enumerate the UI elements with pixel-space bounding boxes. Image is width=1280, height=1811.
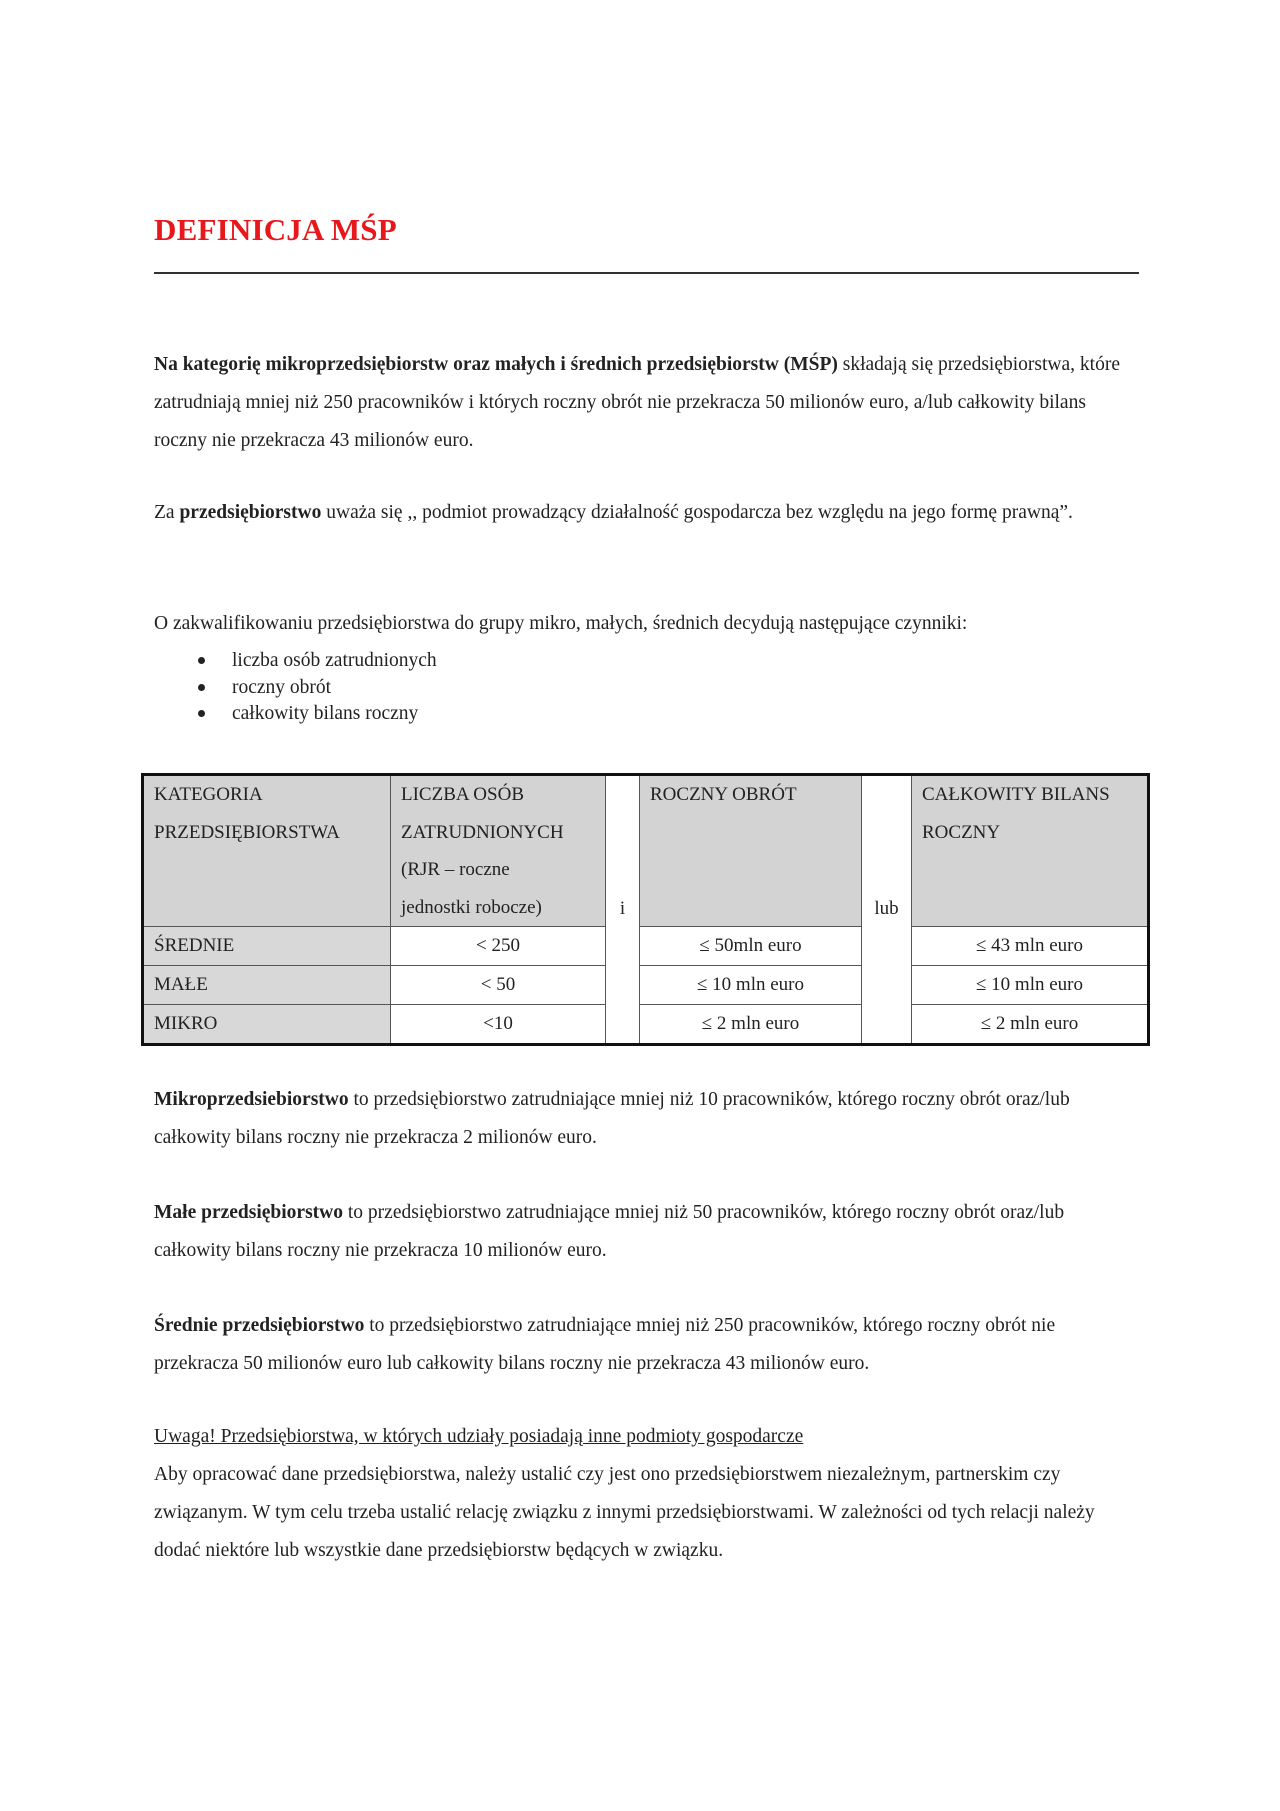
- intro-text: składają się przedsiębiorstwa, które zatrudniają mniej niż 250 pracowników i których roczny obrót nie przekracza 50 milionów euro, a/lub całkowity bilans roczny nie przekracza 43 milionów euro.: [154, 354, 1120, 451]
- row-employees: < 250: [391, 927, 606, 966]
- definition-text: uważa się ,, podmiot prowadzący działalność gospodarcza bez względu na jego formę prawną”.: [321, 502, 1073, 523]
- small-bold: Małe przedsiębiorstwo: [154, 1202, 344, 1223]
- row-turnover: ≤ 10 mln euro: [640, 966, 862, 1005]
- separator-or: lub: [862, 775, 912, 1045]
- factor-label: całkowity bilans roczny: [232, 703, 419, 724]
- list-item: [154, 701, 437, 728]
- table-row: [143, 1005, 1149, 1045]
- definition-paragraph: [154, 494, 1139, 532]
- note-text: Aby opracować dane przedsiębiorstwa, należy ustalić czy jest ono przedsiębiorstwem niezależnym, partnerskim czy związanym. W tym celu trzeba ustalić relację związku z innymi przedsiębiorstwami. W zależności od tych relacji należy dodać niektóre lub wszystkie dane przedsiębiorstw będących w związku.: [154, 1464, 1095, 1561]
- note-heading: Uwaga! Przedsiębiorstwa, w których udziały posiadają inne podmioty gospodarcze: [154, 1426, 804, 1447]
- medium-bold: Średnie przedsiębiorstwo: [154, 1315, 365, 1336]
- row-employees: <10: [391, 1005, 606, 1045]
- title-divider: [154, 272, 1139, 274]
- row-turnover: ≤ 50mln euro: [640, 927, 862, 966]
- row-category: ŚREDNIE: [143, 927, 391, 966]
- row-balance: ≤ 2 mln euro: [912, 1005, 1149, 1045]
- row-turnover: ≤ 2 mln euro: [640, 1005, 862, 1045]
- medium-paragraph: [154, 1307, 1139, 1383]
- separator-and: i: [606, 775, 640, 1045]
- list-item: [154, 675, 437, 702]
- table-row: [143, 927, 1149, 966]
- row-category: MIKRO: [143, 1005, 391, 1045]
- header-balance: CAŁKOWITY BILANS ROCZNY: [912, 775, 1149, 927]
- row-balance: ≤ 10 mln euro: [912, 966, 1149, 1005]
- definition-bold: przedsiębiorstwo: [179, 502, 322, 523]
- intro-bold: Na kategorię mikroprzedsiębiorstw oraz małych i średnich przedsiębiorstw (MŚP): [154, 354, 838, 375]
- bullet-icon: [198, 710, 205, 717]
- row-balance: ≤ 43 mln euro: [912, 927, 1149, 966]
- micro-text: to przedsiębiorstwo zatrudniające mniej niż 10 pracowników, którego roczny obrót oraz/lub całkowity bilans roczny nie przekracza 2 milionów euro.: [154, 1089, 1070, 1148]
- small-text: to przedsiębiorstwo zatrudniające mniej niż 50 pracowników, którego roczny obrót oraz/lub całkowity bilans roczny nie przekracza 10 milionów euro.: [154, 1202, 1065, 1261]
- header-category: KATEGORIA PRZEDSIĘBIORSTWA: [143, 775, 391, 927]
- row-category: MAŁE: [143, 966, 391, 1005]
- table-header-row: [143, 775, 1149, 927]
- header-employees: LICZBA OSÓB ZATRUDNIONYCH (RJR – roczne jednostki robocze): [391, 775, 606, 927]
- factor-label: roczny obrót: [232, 676, 332, 698]
- factors-intro: O zakwalifikowaniu przedsiębiorstwa do grupy mikro, małych, średnich decydują następujące czynniki:: [154, 613, 968, 634]
- factors-list: [154, 648, 437, 728]
- sme-category-table: [141, 773, 1150, 1046]
- list-item: [154, 648, 437, 675]
- table-row: [143, 966, 1149, 1005]
- intro-paragraph: [154, 346, 1139, 460]
- header-turnover: ROCZNY OBRÓT: [640, 775, 862, 927]
- micro-paragraph: [154, 1081, 1139, 1157]
- factor-label: liczba osób zatrudnionych: [232, 650, 437, 671]
- bullet-icon: [198, 684, 205, 691]
- medium-text: to przedsiębiorstwo zatrudniające mniej niż 250 pracowników, którego roczny obrót nie przekracza 50 milionów euro lub całkowity bilans roczny nie przekracza 43 milionów euro.: [154, 1315, 1056, 1374]
- bullet-icon: [198, 657, 205, 664]
- page-title: DEFINICJA MŚP: [154, 212, 397, 247]
- small-paragraph: [154, 1194, 1139, 1270]
- definition-pre: Za: [154, 502, 180, 523]
- micro-bold: Mikroprzedsiebiorstwo: [154, 1089, 349, 1110]
- row-employees: < 50: [391, 966, 606, 1005]
- note-paragraph: [154, 1418, 1139, 1570]
